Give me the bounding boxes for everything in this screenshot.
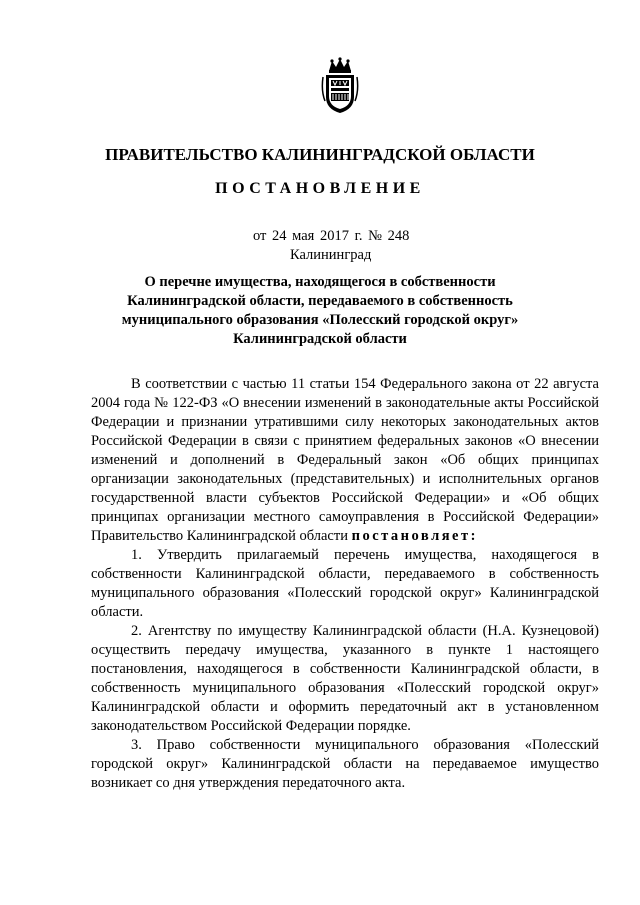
- subject-line: муниципального образования «Полесский городской округ»: [121, 312, 519, 328]
- item-paragraph: 1. Утвердить прилагаемый перечень имущества, находящегося в собственности Калининградской области, передаваемого в собственность муниципального образования «Полесский городской округ» Калининградской области.: [91, 547, 599, 620]
- document-subject: [0, 273, 640, 349]
- subject-line: О перечне имущества, находящегося в собственности: [144, 274, 496, 290]
- document-type: ПОСТАНОВЛЕНИЕ: [215, 180, 425, 197]
- document-body: [91, 375, 599, 793]
- item-paragraph: 2. Агентству по имуществу Калининградской области (Н.А. Кузнецовой) осуществить передачу имущества, указанного в пункте 1 настоящего постановления, находящегося в собственности Калининградской области, в собственность муниципального образования «Полесский городской округ» Калининградской области и оформить передаточный акт в установленном законодательством Российской Федерации порядке.: [91, 623, 599, 734]
- item-paragraph: 3. Право собственности муниципального образования «Полесский городской округ» Калининградской области на передаваемое имущество возникает со дня утверждения передаточного акта.: [91, 737, 599, 791]
- preamble-text: В соответствии с частью 11 статьи 154 Федерального закона от 22 августа 2004 года № 122-ФЗ «О внесении изменений в законодательные акты Российской Федерации и признании утратившими силу некоторых законодательных актов Российской Федерации в связи с принятием федеральных законов «О внесении изменений и дополнений в Федеральный закон «Об общих принципах организации законодательных (представительных) и исполнительных органов государственной власти субъектов Российской Федерации» и «Об общих принципах организации местного самоуправления в Российской Федерации» Правительство Калининградской области: [91, 376, 599, 544]
- decree-word: постановляет:: [351, 528, 478, 544]
- kaliningrad-region-coat-of-arms-icon: [321, 57, 359, 115]
- subject-line: Калининградской области, передаваемого в собственность: [127, 293, 513, 309]
- subject-line: Калининградской области: [233, 331, 407, 347]
- government-title: ПРАВИТЕЛЬСТВО КАЛИНИНГРАДСКОЙ ОБЛАСТИ: [105, 145, 535, 164]
- city: Калининград: [290, 247, 372, 263]
- date-and-number: от 24 мая 2017 г. № 248: [253, 228, 410, 244]
- preamble-paragraph: [91, 375, 599, 546]
